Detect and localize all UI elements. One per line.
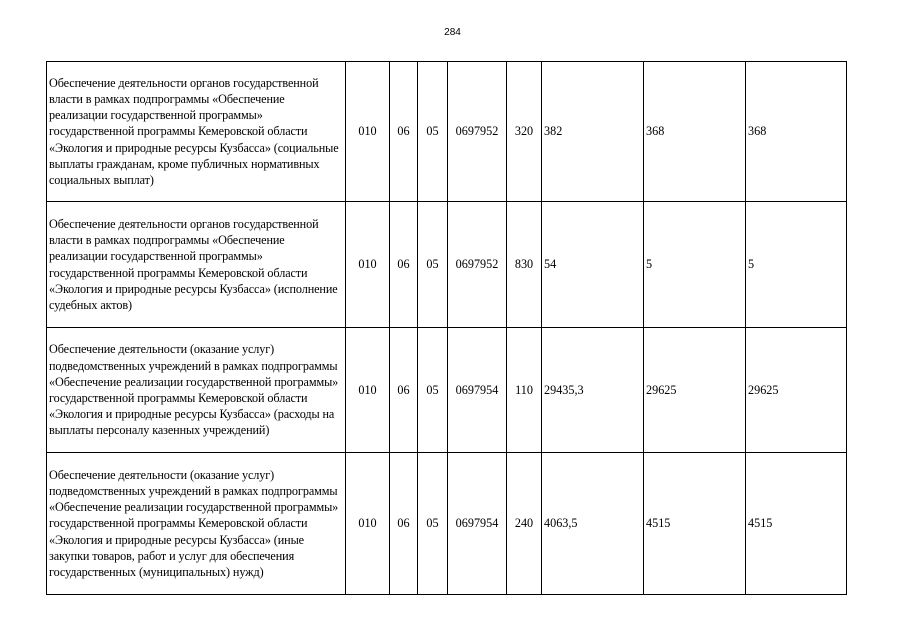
amount-1: 29435,3 (542, 328, 644, 453)
table-row (47, 453, 847, 595)
row-description: Обеспечение деятельности (оказание услуг) подведомственных учреждений в рамках подпрограммы «Обеспечение реализации государственной программы» государственной программы Кемеровской области «Экология и природные ресурсы Кузбасса» (иные закупки товаров, работ и услуг для обеспечения государственных (муниципальных) нужд) (47, 453, 346, 595)
target-article-code: 0697954 (448, 453, 507, 595)
target-article-code: 0697952 (448, 62, 507, 202)
subsection-code: 05 (418, 62, 448, 202)
section-code: 06 (390, 328, 418, 453)
ministry-code: 010 (346, 202, 390, 328)
section-code: 06 (390, 202, 418, 328)
amount-3: 4515 (746, 453, 847, 595)
expense-type-code: 320 (507, 62, 542, 202)
target-article-code: 0697954 (448, 328, 507, 453)
amount-3: 29625 (746, 328, 847, 453)
amount-2: 29625 (644, 328, 746, 453)
subsection-code: 05 (418, 328, 448, 453)
expense-type-code: 240 (507, 453, 542, 595)
ministry-code: 010 (346, 328, 390, 453)
target-article-code: 0697952 (448, 202, 507, 328)
section-code: 06 (390, 62, 418, 202)
amount-1: 382 (542, 62, 644, 202)
amount-1: 4063,5 (542, 453, 644, 595)
table-row (47, 202, 847, 328)
row-description: Обеспечение деятельности органов государственной власти в рамках подпрограммы «Обеспечение реализации государственной программы» государственной программы Кемеровской области «Экология и природные ресурсы Кузбасса» (социальные выплаты гражданам, кроме публичных нормативных социальных выплат) (47, 62, 346, 202)
table-row (47, 328, 847, 453)
amount-2: 4515 (644, 453, 746, 595)
ministry-code: 010 (346, 62, 390, 202)
amount-3: 368 (746, 62, 847, 202)
section-code: 06 (390, 453, 418, 595)
expense-type-code: 830 (507, 202, 542, 328)
budget-table (46, 61, 847, 595)
expense-type-code: 110 (507, 328, 542, 453)
amount-2: 368 (644, 62, 746, 202)
ministry-code: 010 (346, 453, 390, 595)
table-row (47, 62, 847, 202)
row-description: Обеспечение деятельности органов государственной власти в рамках подпрограммы «Обеспечение реализации государственной программы» государственной программы Кемеровской области «Экология и природные ресурсы Кузбасса» (исполнение судебных актов) (47, 202, 346, 328)
amount-2: 5 (644, 202, 746, 328)
page-number: 284 (444, 27, 461, 38)
subsection-code: 05 (418, 453, 448, 595)
amount-1: 54 (542, 202, 644, 328)
row-description: Обеспечение деятельности (оказание услуг) подведомственных учреждений в рамках подпрограммы «Обеспечение реализации государственной программы» государственной программы Кемеровской области «Экология и природные ресурсы Кузбасса» (расходы на выплаты персоналу казенных учреждений) (47, 328, 346, 453)
subsection-code: 05 (418, 202, 448, 328)
amount-3: 5 (746, 202, 847, 328)
